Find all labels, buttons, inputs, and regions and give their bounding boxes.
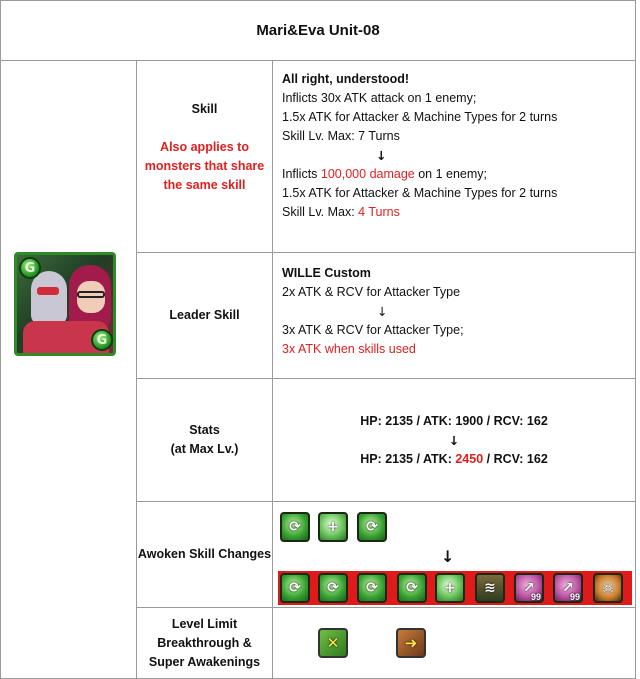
skill-note-line: Also applies to	[160, 140, 249, 154]
stats-sublabel: (at Max Lv.)	[170, 442, 239, 456]
leader-after-highlight: 3x ATK when skills used	[282, 342, 416, 356]
enhanced-combo-icon: ↗ 99	[514, 573, 544, 603]
leader-skill-label: Leader Skill	[169, 308, 240, 322]
super-awakening-killer-icon: ✕	[318, 628, 348, 658]
limit-label-line: Breakthrough &	[157, 635, 252, 650]
leader-after-line: 3x ATK & RCV for Attacker Type;	[282, 323, 464, 337]
skill-after-text: on 1 enemy;	[414, 167, 488, 181]
super-awakening-boost-icon: ➜	[396, 628, 426, 658]
awoken-skill-label: Awoken Skill Changes	[137, 547, 272, 561]
skill-after-text: Inflicts	[282, 167, 321, 181]
leader-skill-name: WILLE Custom	[282, 266, 371, 280]
bind-resist-icon: ⟳	[357, 512, 387, 542]
bind-resist-icon: ⟳	[280, 512, 310, 542]
stats-change-arrow: ↓	[448, 433, 460, 448]
skill-change-arrow: ↓	[376, 148, 387, 163]
stats-after-text: HP: 2135 / ATK:	[360, 452, 456, 466]
skill-label-cell	[137, 100, 272, 230]
awoken-label-cell	[137, 502, 272, 607]
stats-after-text: / RCV: 162	[483, 452, 548, 466]
skill-after-text: Skill Lv. Max:	[282, 205, 359, 219]
grid-line	[0, 60, 636, 61]
bind-resist-plus-icon: +	[435, 573, 465, 603]
limit-label-line: Super Awakenings	[148, 654, 261, 669]
pilot-glasses-graphic	[77, 291, 105, 298]
leader-change-arrow: ↓	[377, 304, 388, 319]
stats-label: Stats	[189, 423, 220, 437]
skill-before-line: Inflicts 30x ATK attack on 1 enemy;	[282, 91, 477, 105]
killer-icon: ☠	[593, 573, 623, 603]
grid-line	[635, 0, 636, 679]
skill-after-line	[282, 203, 557, 222]
wood-subattribute-icon: G	[91, 329, 113, 351]
skill-label: Skill	[191, 102, 218, 116]
awakening-count-badge: 99	[530, 592, 541, 602]
stats-atk-highlight: 2450	[455, 452, 484, 466]
leader-before-line: 2x ATK & RCV for Attacker Type	[282, 285, 461, 299]
skill-before-line: Skill Lv. Max: 7 Turns	[282, 129, 400, 143]
skill-turns-highlight: 4 Turns	[358, 205, 400, 219]
unit-head-graphic	[31, 271, 67, 325]
monster-portrait	[14, 252, 116, 356]
leader-label-cell	[137, 253, 272, 378]
skill-after-line	[282, 165, 557, 184]
skill-name: All right, understood!	[282, 72, 410, 86]
bind-resist-icon: ⟳	[318, 573, 348, 603]
skill-note-line: the same skill	[163, 178, 246, 192]
awoken-change-arrow: ↓	[441, 547, 455, 566]
page-title: Mari&Eva Unit-08	[256, 21, 380, 39]
grid-line	[0, 0, 1, 679]
bind-resist-plus-icon: +	[318, 512, 348, 542]
grid-line	[272, 60, 273, 679]
bind-resist-icon: ⟳	[397, 573, 427, 603]
skill-boost-icon: ≋	[475, 573, 505, 603]
bind-resist-icon: ⟳	[280, 573, 310, 603]
skill-before-line: 1.5x ATK for Attacker & Machine Types for 2 turns	[282, 110, 558, 124]
stats-detail	[273, 412, 635, 469]
stats-before: HP: 2135 / ATK: 1900 / RCV: 162	[360, 414, 548, 428]
limit-label-cell	[137, 608, 272, 678]
bind-resist-icon: ⟳	[357, 573, 387, 603]
skill-damage-highlight: 100,000 damage	[320, 167, 415, 181]
skill-detail	[282, 70, 557, 222]
skill-after-line: 1.5x ATK for Attacker & Machine Types for 2 turns	[282, 186, 558, 200]
skill-note-line: monsters that share	[144, 159, 265, 173]
enhanced-combo-icon: ↗ 99	[553, 573, 583, 603]
limit-label-line: Level Limit	[171, 616, 238, 631]
awakening-count-badge: 99	[569, 592, 580, 602]
leader-detail	[282, 264, 464, 359]
stats-after	[360, 450, 548, 469]
unit-visor-graphic	[37, 287, 59, 295]
stats-label-cell	[137, 379, 272, 501]
wood-attribute-icon: G	[19, 257, 41, 279]
